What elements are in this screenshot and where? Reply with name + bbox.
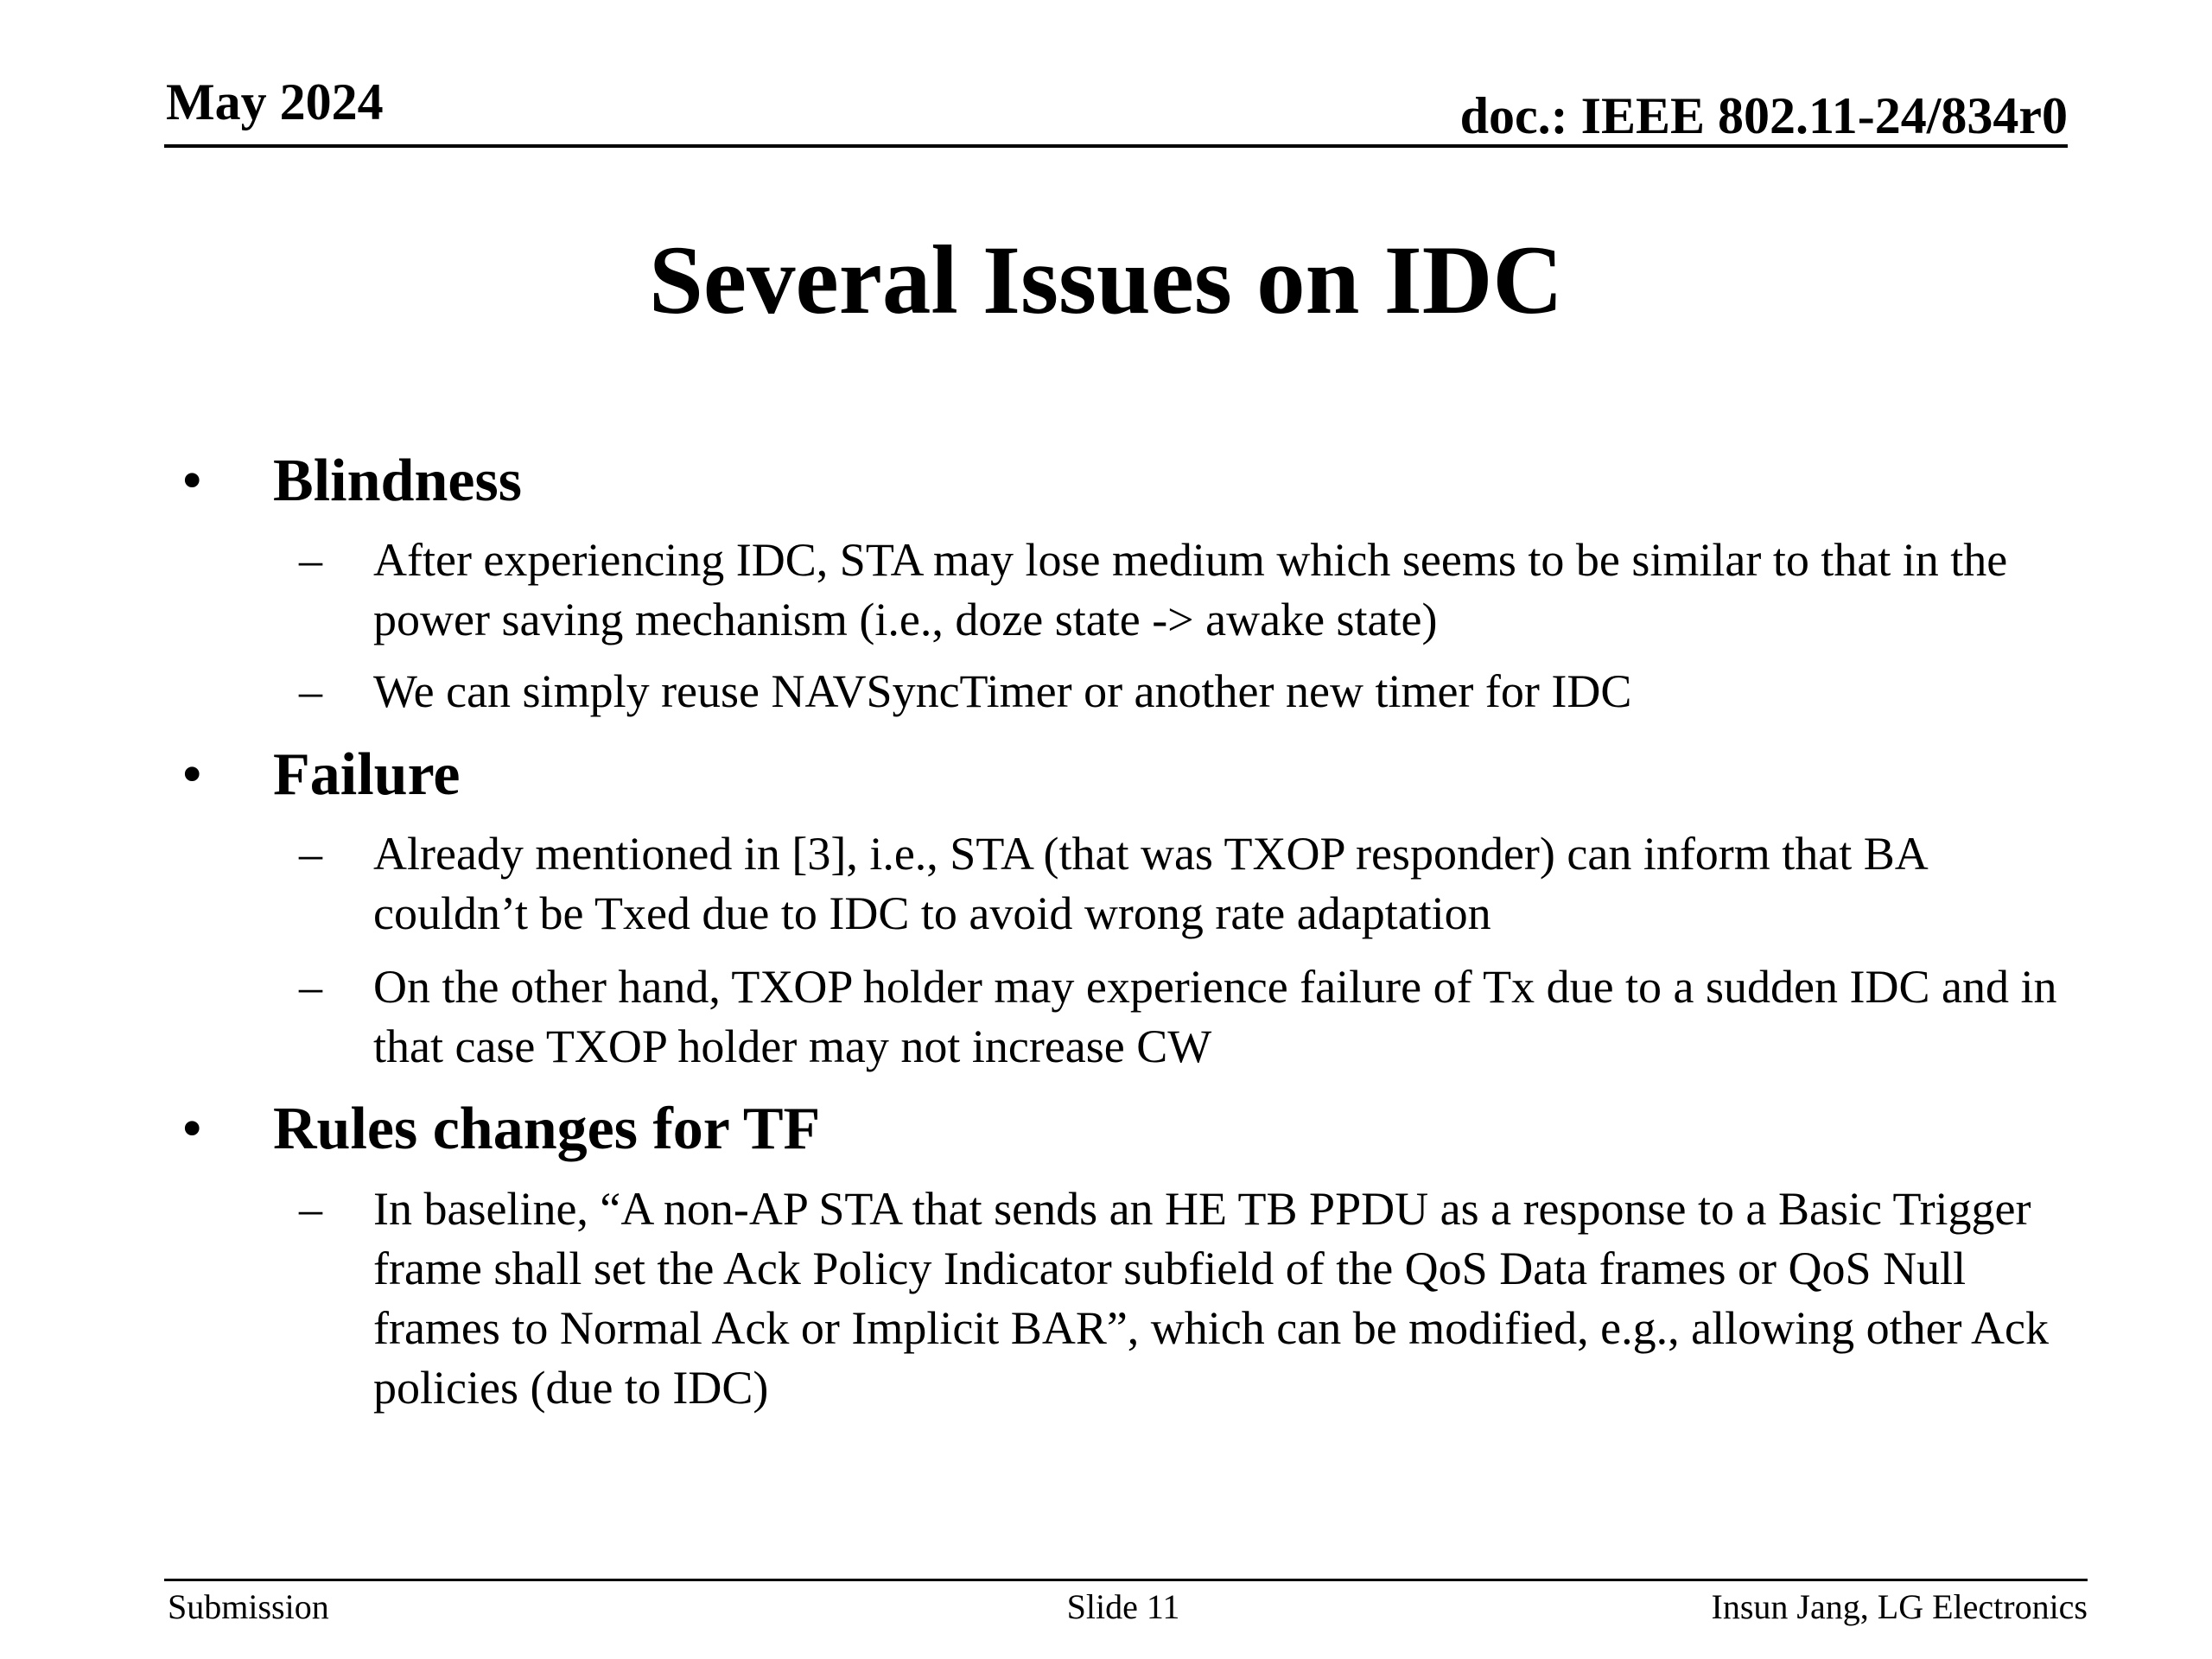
footer-slide-number: Slide 11 [1066, 1587, 1180, 1626]
sub-text: In baseline, “A non-AP STA that sends an HE TB PPDU as a response to a Basic Trigger frame shall set the Ack Policy Indicator subfield of the QoS Data frames or QoS Null frames to Normal Ack or Implicit BAR”, which can be modified, e.g., allowing other Ack policies (due to IDC) [373, 1183, 2050, 1414]
sub-marker: – [299, 1183, 322, 1235]
footer-author: Insun Jang, LG Electronics [1711, 1587, 2088, 1626]
header-divider [164, 144, 2068, 148]
sub-marker: – [299, 665, 322, 717]
sub-item [299, 957, 2062, 1077]
bullet-label: Failure [273, 741, 461, 808]
bullet-marker: • [181, 741, 203, 808]
sub-text: We can simply reuse NAVSyncTimer or another new timer for IDC [373, 665, 1632, 717]
header-doc-id: doc.: IEEE 802.11-24/834r0 [1459, 87, 2068, 144]
sub-item [299, 531, 2062, 650]
footer-divider [164, 1579, 2088, 1581]
bullet-marker: • [181, 1096, 203, 1162]
footer-submission: Submission [168, 1587, 329, 1626]
sub-marker: – [299, 534, 322, 586]
bullet-marker: • [181, 448, 203, 514]
bullet-label: Blindness [273, 448, 522, 514]
sub-marker: – [299, 961, 322, 1013]
sub-marker: – [299, 828, 322, 880]
sub-text: Already mentioned in [3], i.e., STA (that was TXOP responder) can inform that BA couldn’t be Txed due to IDC to avoid wrong rate adaptation [373, 828, 1926, 939]
bullet-label: Rules changes for TF [273, 1096, 821, 1162]
sub-text: On the other hand, TXOP holder may experience failure of Tx due to a sudden IDC and in that case TXOP holder may not increase CW [373, 961, 2057, 1072]
sub-item [299, 1179, 2062, 1418]
header-date: May 2024 [166, 73, 384, 130]
slide-title: Several Issues on IDC [649, 226, 1563, 334]
sub-item [299, 662, 2062, 721]
sub-item [299, 824, 2062, 944]
sub-text: After experiencing IDC, STA may lose medium which seems to be similar to that in the power saving mechanism (i.e., doze state -> awake state) [373, 534, 2008, 645]
